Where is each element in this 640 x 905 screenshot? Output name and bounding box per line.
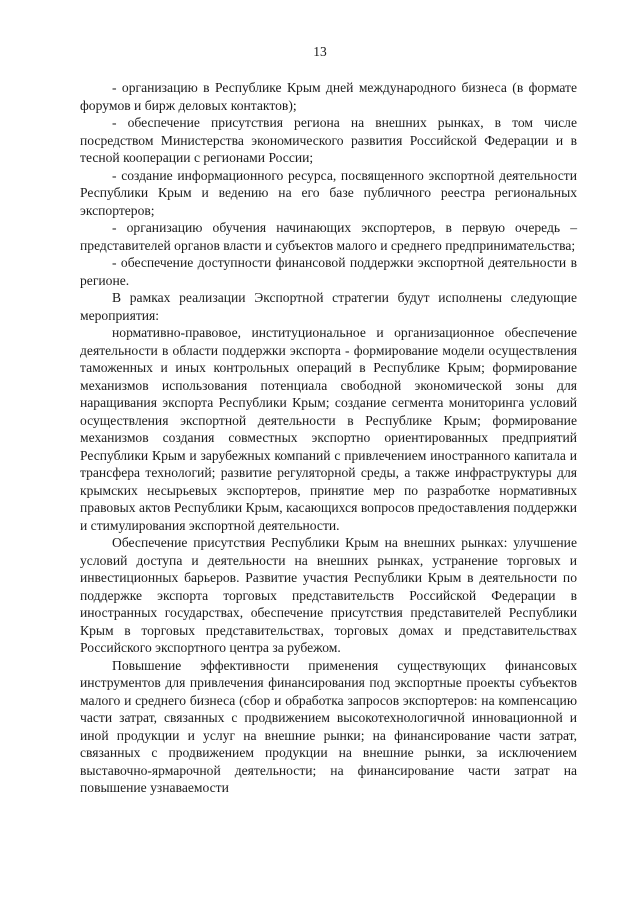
paragraph-financial-support-access: - обеспечение доступности финансовой поддержки экспортной деятельности в регионе. <box>80 255 577 288</box>
paragraph-strategy-measures-intro: В рамках реализации Экспортной стратегии будут исполнены следующие мероприятия: <box>80 290 577 323</box>
paragraph-financial-instruments: Повышение эффективности применения существующих финансовых инструментов для привлечения финансирования под экспортные проекты субъектов малого и среднего бизнеса (сбор и обработка запросов экспортеров: на компенсацию части затрат, связанных с продвижением высокотехнологичной инновационной и иной продукции и услуг на внешние рынки; на финансирование части затрат, связанных с продвижением продукции на внешние рынки, за исключением выставочно-ярмарочной деятельности; на финансирование части затрат на повышение узнаваемости <box>80 657 577 795</box>
paragraph-crimea-foreign-presence: Обеспечение присутствия Республики Крым на внешних рынках: улучшение условий доступа и деятельности на внешних рынках, устранение торговых и инвестиционных барьеров. Развитие участия Республики Крым в деятельности по поддержке экспорта торговых представительств Российской Федерации в иностранных государствах, обеспечение присутствия представителей Республики Крым в торговых представительствах, торговых домах и представительствах Российского экспортного центра за рубежом. <box>80 535 577 655</box>
paragraph-regulatory-support: нормативно-правовое, институциональное и организационное обеспечение деятельности в области поддержки экспорта - формирование модели осуществления таможенных и иных контрольных операций в Республике Крым; формирование механизмов использования потенциала свободной экономической зоны для наращивания экспорта Республики Крым; создание сегмента мониторинга условий осуществления экспортной деятельности в Республике Крым; формирование механизмов создания совместных экспортно ориентированных предприятий Республики Крым и зарубежных компаний с привлечением иностранного капитала и трансфера технологий; развитие регуляторной среды, а также инфраструктуры для крымских несырьевых экспортеров, принятие мер по разработке нормативных правовых актов Республики Крым, касающихся вопросов предоставления поддержки и стимулирования экспортной деятельности. <box>80 325 577 533</box>
paragraph-exporter-training: - организацию обучения начинающих экспортеров, в первую очередь – представителей органов власти и субъектов малого и среднего предпринимательства; <box>80 220 577 253</box>
paragraph-foreign-market-presence: - обеспечение присутствия региона на внешних рынках, в том числе посредством Министерства экономического развития Российской Федерации и в тесной кооперации с регионами России; <box>80 115 577 165</box>
page-number: 13 <box>313 44 327 59</box>
paragraph-international-business-days: - организацию в Республике Крым дней международного бизнеса (в формате форумов и бирж деловых контактов); <box>80 80 577 113</box>
paragraph-information-resource: - создание информационного ресурса, посвященного экспортной деятельности Республики Крым и ведению на его базе публичного реестра региональных экспортеров; <box>80 167 577 218</box>
page-body <box>80 79 577 797</box>
